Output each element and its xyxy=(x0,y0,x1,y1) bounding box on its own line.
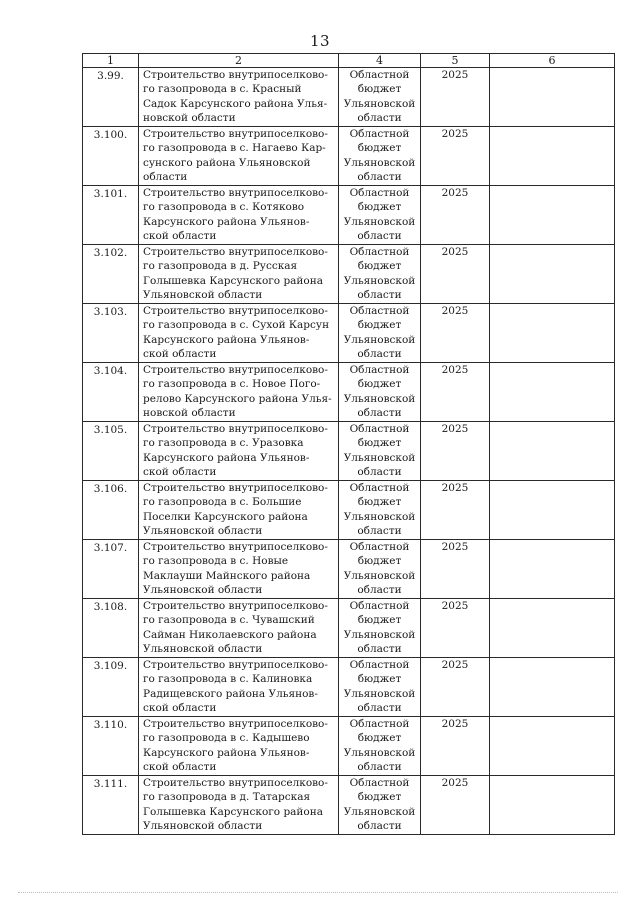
funding-source-line: Областной xyxy=(349,718,410,730)
table-row xyxy=(83,422,615,481)
project-name-line: ской области xyxy=(143,466,217,479)
project-name-line: го газопровода в с. Новое Пого- xyxy=(143,378,321,391)
funding-source xyxy=(339,481,421,540)
project-name-line: Карсунского района Ульянов- xyxy=(143,451,310,464)
row-number: 3.106. xyxy=(83,481,139,540)
project-name-line: Ульяновской области xyxy=(143,289,263,302)
project-name-line: Строительство внутрипоселково- xyxy=(143,364,328,376)
project-name-line: Садок Карсунского района Улья- xyxy=(143,97,328,110)
funding-source-line: бюджет xyxy=(357,496,402,509)
project-name xyxy=(139,363,339,422)
table-row xyxy=(83,68,615,127)
funding-source-line: Областной xyxy=(349,187,410,199)
year-cell: 2025 xyxy=(421,186,490,245)
project-name xyxy=(139,481,339,540)
funding-source-line: области xyxy=(357,584,402,597)
column-header: 5 xyxy=(421,54,490,68)
funding-source-line: области xyxy=(357,407,402,420)
funding-source-line: Областной xyxy=(349,777,410,789)
funding-source-line: Ульяновской xyxy=(343,746,416,759)
funding-source-line: Ульяновской xyxy=(343,805,416,818)
table-row xyxy=(83,363,615,422)
project-name-line: го газопровода в д. Русская xyxy=(143,260,298,273)
funding-source-line: Областной xyxy=(349,600,410,612)
project-name-line: го газопровода в с. Нагаево Кар- xyxy=(143,142,326,155)
row-number: 3.111. xyxy=(83,776,139,835)
funding-source xyxy=(339,363,421,422)
table-row xyxy=(83,776,615,835)
year-cell: 2025 xyxy=(421,540,490,599)
funding-source-line: бюджет xyxy=(357,378,402,391)
funding-source-line: Ульяновской xyxy=(343,215,416,228)
project-name-line: Строительство внутрипоселково- xyxy=(143,69,328,81)
page-number: 13 xyxy=(309,32,331,50)
note-cell xyxy=(490,481,615,540)
funding-source xyxy=(339,776,421,835)
project-name xyxy=(139,658,339,717)
project-name-line: новской области xyxy=(143,112,236,125)
project-name-line: го газопровода в с. Кадышево xyxy=(143,732,310,745)
project-name-line: го газопровода в с. Сухой Карсун xyxy=(143,319,330,332)
funding-source-line: Областной xyxy=(349,364,410,376)
project-name-line: Строительство внутрипоселково- xyxy=(143,246,328,258)
project-name-line: Строительство внутрипоселково- xyxy=(143,482,328,494)
project-name-line: Строительство внутрипоселково- xyxy=(143,187,328,199)
funding-source-line: области xyxy=(357,348,402,361)
funding-source-line: Областной xyxy=(349,541,410,553)
funding-source xyxy=(339,68,421,127)
funding-source-line: Областной xyxy=(349,128,410,140)
note-cell xyxy=(490,127,615,186)
table-row xyxy=(83,540,615,599)
year-cell: 2025 xyxy=(421,363,490,422)
column-header: 2 xyxy=(139,54,339,68)
row-number: 3.108. xyxy=(83,599,139,658)
funding-source-line: Областной xyxy=(349,482,410,494)
table-row xyxy=(83,481,615,540)
scan-edge-dots xyxy=(18,892,618,894)
project-name xyxy=(139,127,339,186)
funding-source xyxy=(339,717,421,776)
row-number: 3.102. xyxy=(83,245,139,304)
row-number: 3.100. xyxy=(83,127,139,186)
funding-source xyxy=(339,540,421,599)
year-cell: 2025 xyxy=(421,717,490,776)
funding-source-line: области xyxy=(357,466,402,479)
note-cell xyxy=(490,422,615,481)
project-name-line: сунского района Ульяновской xyxy=(143,156,311,169)
funding-source-line: бюджет xyxy=(357,437,402,450)
project-name-line: го газопровода в с. Котяково xyxy=(143,201,305,214)
row-number: 3.109. xyxy=(83,658,139,717)
project-name-line: Строительство внутрипоселково- xyxy=(143,423,328,435)
row-number: 3.103. xyxy=(83,304,139,363)
project-name-line: Ульяновской области xyxy=(143,525,263,538)
year-cell: 2025 xyxy=(421,481,490,540)
funding-source-line: области xyxy=(357,230,402,243)
project-name-line: го газопровода в д. Татарская xyxy=(143,791,311,804)
project-name-line: ской области xyxy=(143,702,217,715)
year-cell: 2025 xyxy=(421,127,490,186)
column-header: 1 xyxy=(83,54,139,68)
project-name-line: релово Карсунского района Улья- xyxy=(143,392,332,405)
row-number: 3.99. xyxy=(83,68,139,127)
project-name-line: Голышевка Карсунского района xyxy=(143,274,323,287)
year-cell: 2025 xyxy=(421,245,490,304)
funding-source-line: области xyxy=(357,289,402,302)
year-cell: 2025 xyxy=(421,776,490,835)
funding-source xyxy=(339,658,421,717)
funding-source-line: Областной xyxy=(349,305,410,317)
project-name-line: го газопровода в с. Уразовка xyxy=(143,437,304,450)
funding-source-line: Ульяновской xyxy=(343,687,416,700)
funding-source-line: бюджет xyxy=(357,732,402,745)
project-name-line: Строительство внутрипоселково- xyxy=(143,659,328,671)
funding-source-line: Ульяновской xyxy=(343,392,416,405)
note-cell xyxy=(490,717,615,776)
project-name-line: го газопровода в с. Чувашский xyxy=(143,614,315,627)
project-name xyxy=(139,304,339,363)
project-name-line: Строительство внутрипоселково- xyxy=(143,718,328,730)
project-name xyxy=(139,245,339,304)
project-name-line: го газопровода в с. Красный xyxy=(143,83,302,96)
funding-source-line: бюджет xyxy=(357,142,402,155)
row-number: 3.101. xyxy=(83,186,139,245)
header-row xyxy=(83,54,615,68)
project-name-line: го газопровода в с. Большие xyxy=(143,496,302,509)
row-number: 3.104. xyxy=(83,363,139,422)
project-name-line: Строительство внутрипоселково- xyxy=(143,541,328,553)
project-name-line: Ульяновской области xyxy=(143,820,263,833)
project-name xyxy=(139,776,339,835)
funding-source-line: Областной xyxy=(349,69,410,81)
year-cell: 2025 xyxy=(421,658,490,717)
project-name-line: Сайман Николаевского района xyxy=(143,628,317,641)
table-row xyxy=(83,127,615,186)
project-name-line: новской области xyxy=(143,407,236,420)
funding-source-line: бюджет xyxy=(357,319,402,332)
funding-source-line: Областной xyxy=(349,423,410,435)
project-name-line: Маклауши Майнского района xyxy=(143,569,311,582)
project-name-line: Ульяновской области xyxy=(143,584,263,597)
project-name-line: ской области xyxy=(143,761,217,774)
year-cell: 2025 xyxy=(421,304,490,363)
funding-source-line: бюджет xyxy=(357,791,402,804)
note-cell xyxy=(490,540,615,599)
project-name-line: го газопровода в с. Калиновка xyxy=(143,673,313,686)
funding-source xyxy=(339,127,421,186)
funding-source-line: Ульяновской xyxy=(343,510,416,523)
funding-source-line: бюджет xyxy=(357,673,402,686)
project-name-line: го газопровода в с. Новые xyxy=(143,555,289,568)
funding-source-line: области xyxy=(357,525,402,538)
project-name xyxy=(139,422,339,481)
funding-source xyxy=(339,304,421,363)
funding-source-line: области xyxy=(357,171,402,184)
column-header: 6 xyxy=(490,54,615,68)
funding-source-line: области xyxy=(357,112,402,125)
table-row xyxy=(83,717,615,776)
project-name-line: Карсунского района Ульянов- xyxy=(143,333,310,346)
year-cell: 2025 xyxy=(421,599,490,658)
row-number: 3.110. xyxy=(83,717,139,776)
column-header: 4 xyxy=(339,54,421,68)
year-cell: 2025 xyxy=(421,422,490,481)
project-name xyxy=(139,68,339,127)
note-cell xyxy=(490,363,615,422)
funding-source-line: бюджет xyxy=(357,260,402,273)
funding-source-line: Ульяновской xyxy=(343,97,416,110)
project-name-line: Строительство внутрипоселково- xyxy=(143,777,328,789)
note-cell xyxy=(490,245,615,304)
project-name-line: Строительство внутрипоселково- xyxy=(143,128,328,140)
project-name-line: ской области xyxy=(143,348,217,361)
note-cell xyxy=(490,599,615,658)
project-name-line: Строительство внутрипоселково- xyxy=(143,600,328,612)
project-name xyxy=(139,186,339,245)
funding-source-line: области xyxy=(357,702,402,715)
note-cell xyxy=(490,68,615,127)
funding-source-line: Областной xyxy=(349,246,410,258)
project-name-line: ской области xyxy=(143,230,217,243)
year-cell: 2025 xyxy=(421,68,490,127)
table-row xyxy=(83,658,615,717)
table-row xyxy=(83,186,615,245)
funding-source-line: области xyxy=(357,820,402,833)
table-row xyxy=(83,245,615,304)
funding-source-line: бюджет xyxy=(357,614,402,627)
funding-source-line: Ульяновской xyxy=(343,451,416,464)
table-row xyxy=(83,599,615,658)
funding-source-line: Ульяновской xyxy=(343,156,416,169)
funding-source xyxy=(339,422,421,481)
funding-source xyxy=(339,245,421,304)
project-name xyxy=(139,717,339,776)
project-name-line: области xyxy=(143,171,188,184)
funding-source-line: Ульяновской xyxy=(343,569,416,582)
project-name-line: Голышевка Карсунского района xyxy=(143,805,323,818)
note-cell xyxy=(490,658,615,717)
project-name xyxy=(139,599,339,658)
row-number: 3.107. xyxy=(83,540,139,599)
funding-source-line: бюджет xyxy=(357,555,402,568)
note-cell xyxy=(490,186,615,245)
plan-table xyxy=(82,53,615,835)
note-cell xyxy=(490,776,615,835)
funding-source-line: Ульяновской xyxy=(343,333,416,346)
project-name xyxy=(139,540,339,599)
project-name-line: Строительство внутрипоселково- xyxy=(143,305,328,317)
note-cell xyxy=(490,304,615,363)
table-row xyxy=(83,304,615,363)
funding-source-line: бюджет xyxy=(357,83,402,96)
funding-source-line: бюджет xyxy=(357,201,402,214)
project-name-line: Поселки Карсунского района xyxy=(143,510,308,523)
project-name-line: Карсунского района Ульянов- xyxy=(143,746,310,759)
project-name-line: Карсунского района Ульянов- xyxy=(143,215,310,228)
funding-source-line: Ульяновской xyxy=(343,274,416,287)
row-number: 3.105. xyxy=(83,422,139,481)
funding-source xyxy=(339,599,421,658)
funding-source-line: области xyxy=(357,761,402,774)
funding-source-line: Ульяновской xyxy=(343,628,416,641)
project-name-line: Радищевского района Ульянов- xyxy=(143,687,318,700)
funding-source-line: Областной xyxy=(349,659,410,671)
funding-source xyxy=(339,186,421,245)
funding-source-line: области xyxy=(357,643,402,656)
project-name-line: Ульяновской области xyxy=(143,643,263,656)
